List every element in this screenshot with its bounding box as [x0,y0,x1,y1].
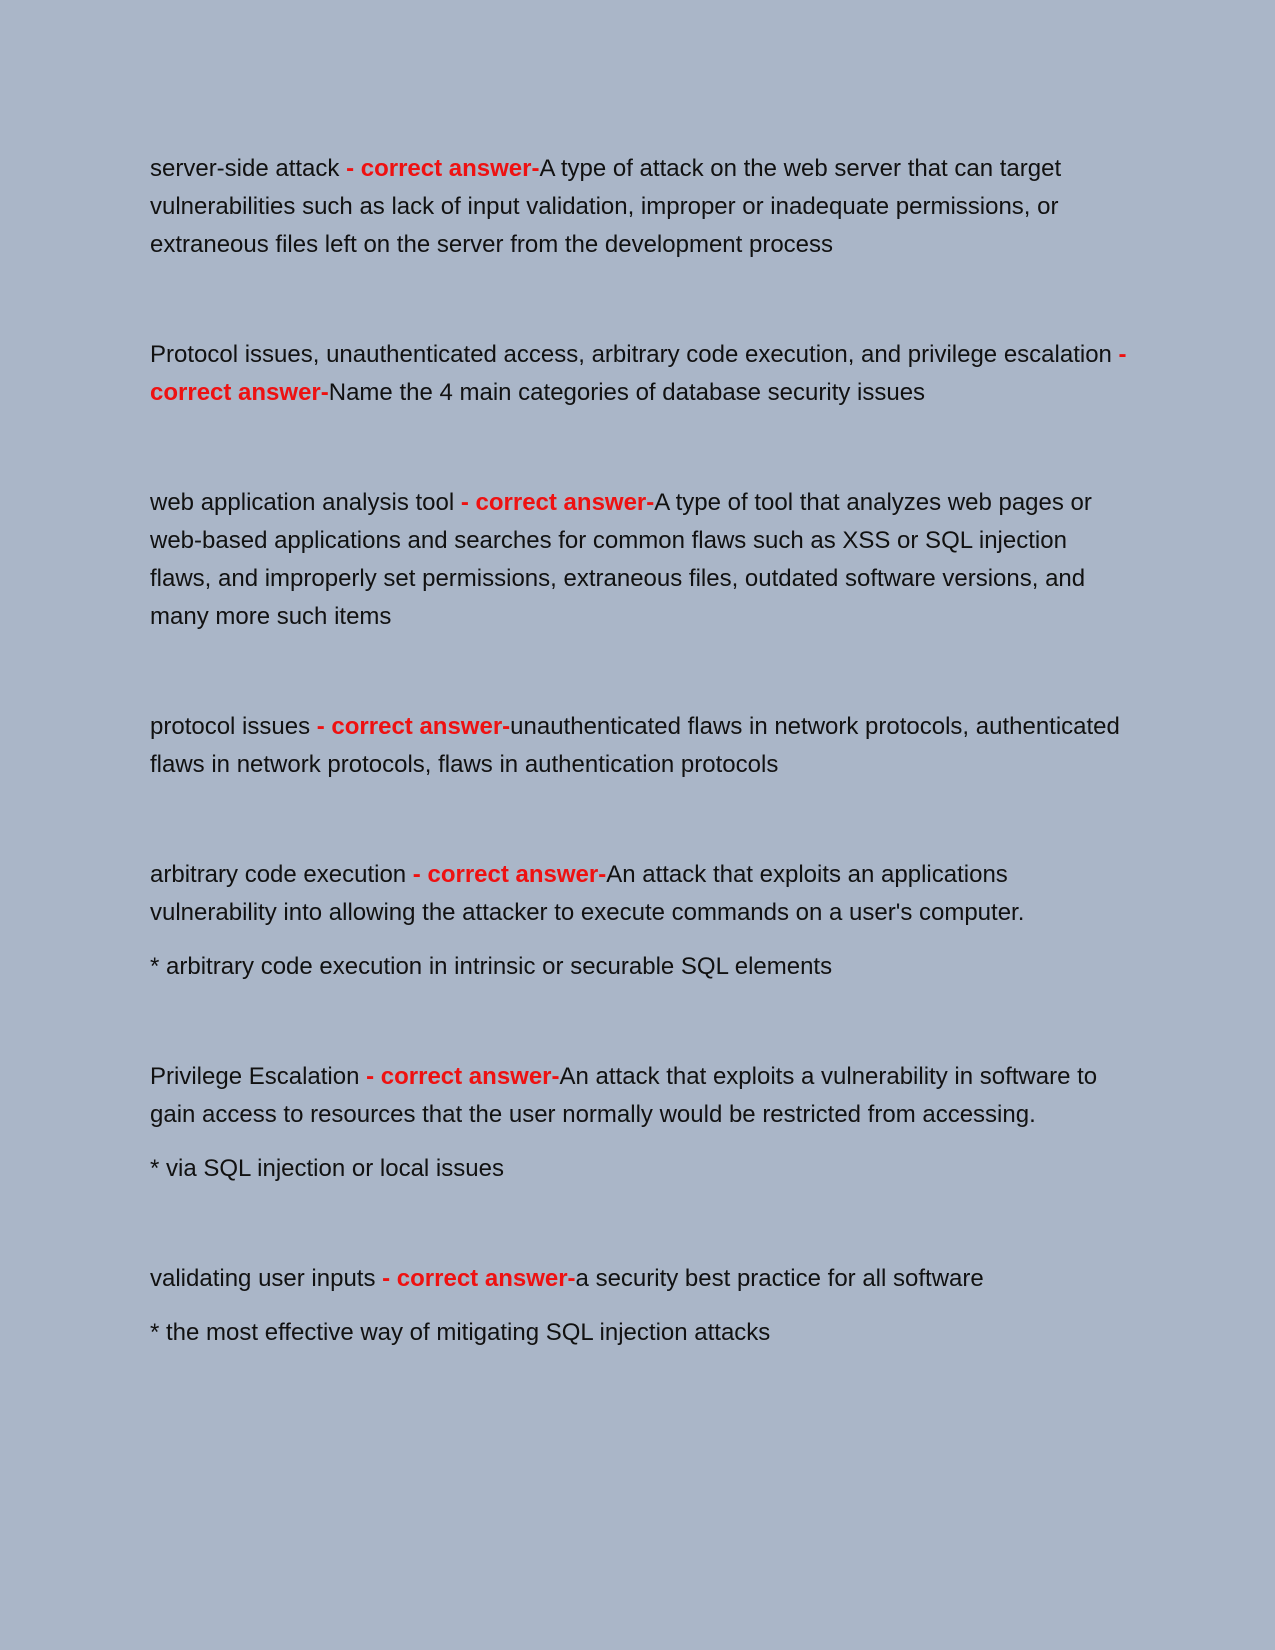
qa-entry [150,1058,1130,1188]
qa-entry [150,336,1130,412]
qa-line [150,1260,1130,1298]
qa-line [150,484,1130,636]
qa-line [150,150,1130,264]
qa-line [150,336,1130,412]
qa-entry [150,484,1130,636]
entry-note: * the most effective way of mitigating SQL injection attacks [150,1319,771,1346]
answer-marker: - correct answer- [406,861,607,888]
term: validating user inputs [150,1265,376,1292]
answer-marker: - correct answer- [375,1265,576,1292]
qa-entry [150,1260,1130,1352]
qa-line [150,708,1130,784]
answer-marker: - correct answer- [359,1063,560,1090]
entry-note: * arbitrary code execution in intrinsic or securable SQL elements [150,953,833,980]
definition: An attack that exploits a vulnerability in software to gain access to resources that the user normally would be restricted from accessing. [150,1063,1098,1128]
qa-line [150,856,1130,932]
answer-marker: - correct answer- [150,341,1127,406]
term: arbitrary code execution [150,861,407,888]
definition: An attack that exploits an applications vulnerability into allowing the attacker to execute commands on a user's computer. [150,861,1025,926]
qa-entry [150,150,1130,264]
answer-marker: - correct answer- [310,713,511,740]
entry-note: * via SQL injection or local issues [150,1155,504,1182]
term: Protocol issues, unauthenticated access, arbitrary code execution, and privilege escalation [150,341,1112,368]
term: Privilege Escalation [150,1063,360,1090]
definition: Name the 4 main categories of database security issues [328,379,926,406]
answer-marker: - correct answer- [454,489,655,516]
definition: a security best practice for all software [575,1265,984,1292]
term: web application analysis tool [150,489,455,516]
answer-marker: - correct answer- [339,155,540,182]
qa-line [150,1058,1130,1134]
term: server-side attack [150,155,340,182]
term: protocol issues [150,713,311,740]
qa-entry [150,708,1130,784]
definition: A type of tool that analyzes web pages or web-based applications and searches for common flaws such as XSS or SQL injection flaws, and improperly set permissions, extraneous files, outdated software versions, and many more such items [150,489,1092,630]
definition: A type of attack on the web server that can target vulnerabilities such as lack of input validation, improper or inadequate permissions, or extraneous files left on the server from the development process [150,155,1062,258]
qa-entry [150,856,1130,986]
definition: unauthenticated flaws in network protocols, authenticated flaws in network protocols, flaws in authentication protocols [150,713,1120,778]
